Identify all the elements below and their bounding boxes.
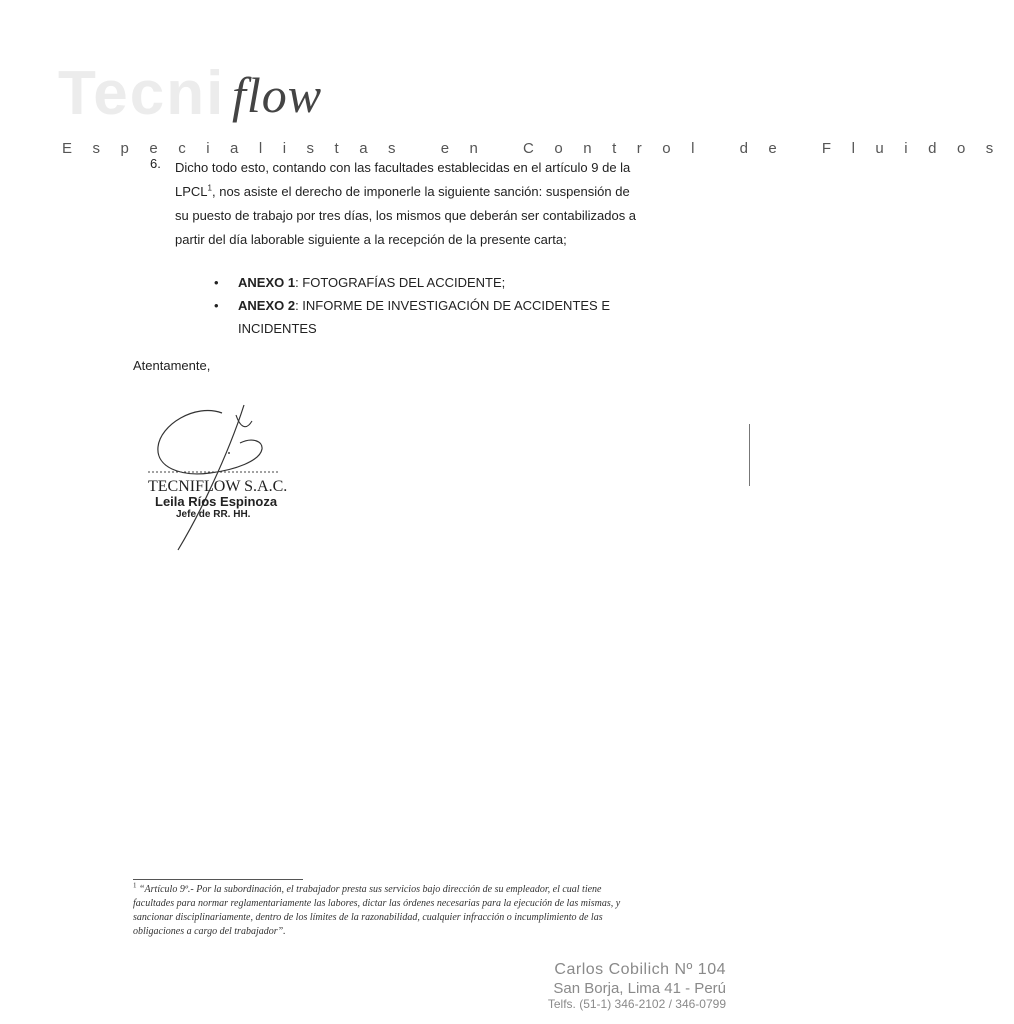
logo-prefix: Tecni (58, 59, 226, 128)
address-city: San Borja, Lima 41 - Perú (553, 980, 726, 997)
closing: Atentamente, (133, 358, 211, 373)
annex-list (214, 271, 634, 340)
tagline: Especialistas en Control de Fluidos (62, 140, 1014, 157)
address-phones: Telfs. (51-1) 346-2102 / 346-0799 (547, 997, 726, 1011)
annex-label: ANEXO 2 (238, 298, 296, 313)
logo-script: flow (232, 67, 323, 123)
handwritten-signature (140, 385, 300, 555)
sanction-paragraph (175, 156, 645, 252)
address-street: Carlos Cobilich Nº 104 (554, 961, 726, 978)
paragraph-before-ref: Dicho todo esto, contando con las facultades establecidas en el artículo 9 de la LPCL (175, 160, 631, 199)
paragraph-text (175, 156, 645, 252)
annex-item (214, 294, 634, 340)
footnote (133, 883, 641, 939)
signature-name: Leila Ríos Espinoza (155, 494, 278, 509)
signature-role: Jefe de RR. HH. (176, 509, 251, 520)
paragraph-after-ref: , nos asiste el derecho de imponerle la siguiente sanción: suspensión de su puesto de trabajo por tres días, los mismos que deberán ser contabilizados a partir del día laborable siguiente a la recepción de la presente carta; (175, 184, 637, 247)
annex-text: : INFORME DE INVESTIGACIÓN DE ACCIDENTES E INCIDENTES (238, 298, 611, 336)
signature-company: TECNIFLOW S.A.C. (148, 478, 288, 495)
annex-label: ANEXO 1 (238, 275, 296, 290)
annex-text: : FOTOGRAFÍAS DEL ACCIDENTE; (295, 275, 506, 290)
footnote-text: “Artículo 9º.- Por la subordinación, el trabajador presta sus servicios bajo dirección de su empleador, el cual tiene facultades para normar reglamentariamente las labores, dictar las órdenes necesarias para la ejecución de las mismas, y sancionar disciplinariamente, dentro de los límites de la razonabilidad, cualquier infracción o incumplimiento de las obligaciones a cargo del trabajador”. (133, 884, 621, 937)
footnote-number: 1 (133, 881, 137, 890)
bullet-icon: • (214, 298, 219, 313)
scan-artifact (749, 424, 750, 486)
footnote-divider (133, 879, 303, 880)
footnote-ref: 1 (207, 183, 212, 193)
annex-item (214, 271, 634, 294)
bullet-icon: • (214, 275, 219, 290)
item-number: 6. (150, 156, 161, 171)
